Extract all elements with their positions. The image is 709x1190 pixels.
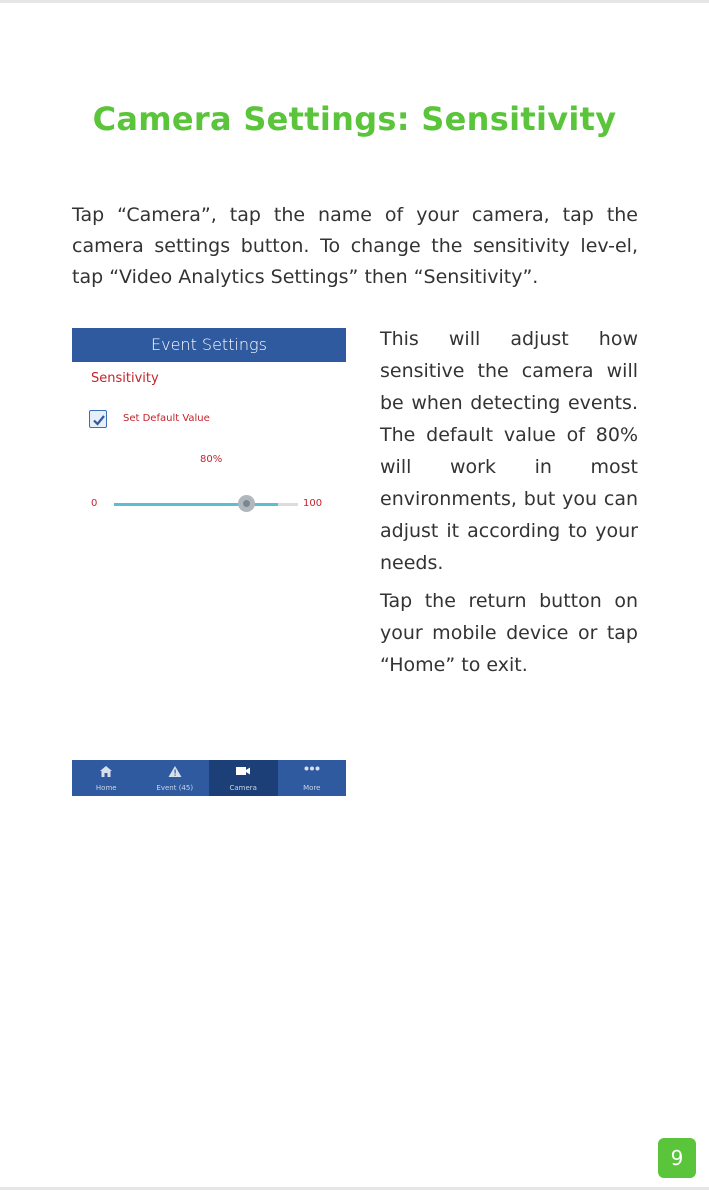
tab-home-label: Home — [95, 784, 117, 792]
top-rule — [0, 0, 709, 3]
page-title: Camera Settings: Sensitivity — [92, 100, 617, 138]
slider-track-empty — [278, 503, 298, 506]
bottom-tab-bar — [72, 760, 346, 796]
intro-paragraph: Tap “Camera”, tap the name of your camera, tap the camera settings button. To change the sensitivity lev-el, tap “Video Analytics Settings” then “Sensitivity”. — [72, 204, 638, 288]
description-column — [380, 323, 638, 687]
warning-icon — [168, 766, 181, 777]
description-paragraph-1: This will adjust how sensitive the camera will be when detecting events. The default value of 80% will work in most environments, but you can adjust it according to your needs. — [380, 328, 638, 574]
page-number-badge: 9 — [658, 1138, 696, 1178]
sensitivity-label: Sensitivity — [91, 371, 159, 386]
event-settings-header: Event Settings — [72, 328, 346, 362]
tab-more[interactable] — [278, 760, 347, 796]
sensitivity-slider-thumb[interactable] — [238, 495, 255, 512]
event-settings-screenshot — [72, 328, 346, 528]
tab-more-label: More — [303, 784, 321, 792]
slider-min-label: 0 — [91, 498, 98, 509]
tab-event-label: Event (45) — [156, 784, 194, 792]
home-icon — [100, 766, 112, 777]
slider-max-label: 100 — [303, 498, 323, 509]
camera-icon — [236, 766, 250, 776]
description-paragraph-2: Tap the return button on your mobile device or tap “Home” to exit. — [380, 590, 638, 676]
tab-home[interactable] — [72, 760, 141, 796]
tab-camera[interactable] — [209, 760, 278, 796]
tab-camera-label: Camera — [229, 784, 257, 792]
default-value-checkbox[interactable] — [89, 410, 107, 428]
sensitivity-value: 80% — [200, 454, 223, 465]
checkmark-icon — [91, 412, 107, 428]
tab-event[interactable] — [141, 760, 210, 796]
more-icon — [304, 766, 320, 771]
default-value-label: Set Default Value — [123, 413, 210, 424]
